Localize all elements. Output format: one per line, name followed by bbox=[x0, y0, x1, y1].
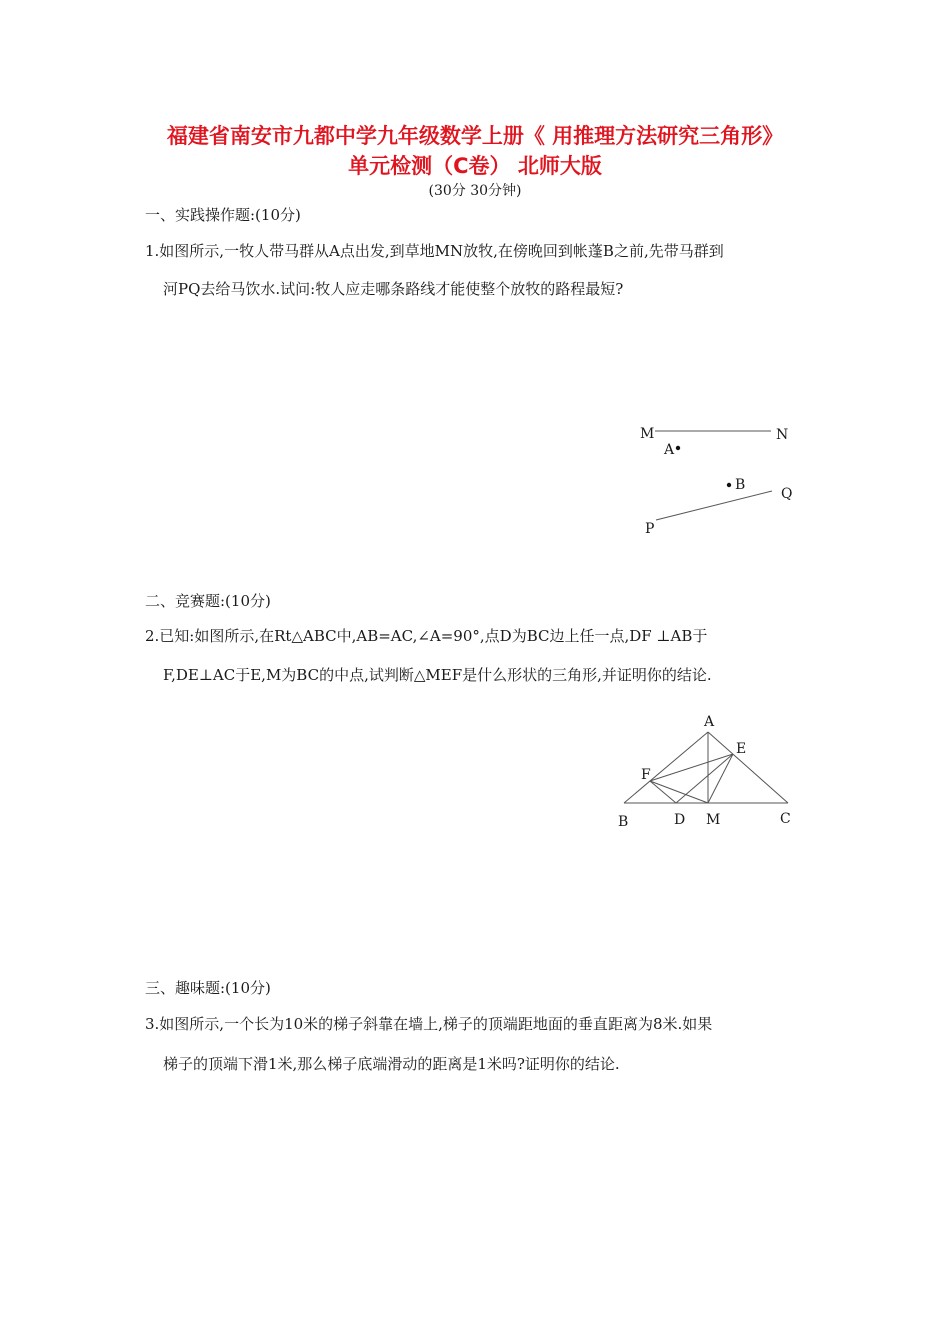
question3-line2: 梯子的顶端下滑1米,那么梯子底端滑动的距离是1米吗?证明你的结论. bbox=[163, 1055, 620, 1073]
label-e: E bbox=[736, 741, 747, 757]
label-q: Q bbox=[781, 486, 793, 502]
label-a2: A bbox=[704, 714, 715, 730]
section2-heading: 二、竞赛题:(10分) bbox=[145, 592, 271, 610]
label-d: D bbox=[674, 812, 686, 828]
river-line-pq bbox=[656, 491, 772, 520]
question2-line1: 2.已知:如图所示,在Rt△ABC中,AB=AC,∠A=90°,点D为BC边上任一点,DF ⊥AB于 bbox=[145, 627, 708, 645]
segment-fe bbox=[650, 754, 733, 781]
document-title-line1: 福建省南安市九都中学九年级数学上册《 用推理方法研究三角形》 bbox=[166, 124, 784, 148]
side-ab bbox=[624, 732, 708, 803]
section3-heading: 三、趣味题:(10分) bbox=[145, 979, 271, 997]
question2-line2: F,DE⊥AC于E,M为BC的中点,试判断△MEF是什么形状的三角形,并证明你的结论. bbox=[163, 666, 712, 684]
label-b: B bbox=[735, 477, 746, 493]
label-m: M bbox=[640, 426, 655, 442]
label-c: C bbox=[780, 811, 791, 827]
document-title-line2: 单元检测（C卷） 北师大版 bbox=[348, 154, 602, 178]
question3-line1: 3.如图所示,一个长为10米的梯子斜靠在墙上,梯子的顶端距地面的垂直距离为8米.如果 bbox=[145, 1015, 713, 1033]
point-a-dot bbox=[676, 446, 680, 450]
question1-line2: 河PQ去给马饮水.试问:牧人应走哪条路线才能使整个放牧的路程最短? bbox=[163, 280, 624, 298]
score-time-note: (30分 30分钟) bbox=[428, 183, 522, 199]
label-a: A bbox=[664, 442, 675, 458]
section1-heading: 一、实践操作题:(10分) bbox=[145, 206, 301, 224]
label-n: N bbox=[776, 427, 789, 443]
segment-fm bbox=[650, 781, 708, 803]
segment-de bbox=[676, 754, 733, 803]
segment-fd bbox=[650, 781, 676, 803]
figure-2-labels bbox=[618, 714, 791, 830]
figure-1-pasture-river bbox=[640, 426, 792, 537]
label-m2: M bbox=[706, 812, 721, 828]
label-p: P bbox=[645, 521, 655, 537]
label-f: F bbox=[641, 767, 651, 783]
question1-line1: 1.如图所示,一牧人带马群从A点出发,到草地MN放牧,在傍晚回到帐蓬B之前,先带马群到 bbox=[145, 242, 724, 260]
side-ac bbox=[708, 732, 788, 803]
point-b-dot bbox=[727, 483, 731, 487]
label-b2: B bbox=[618, 814, 629, 830]
